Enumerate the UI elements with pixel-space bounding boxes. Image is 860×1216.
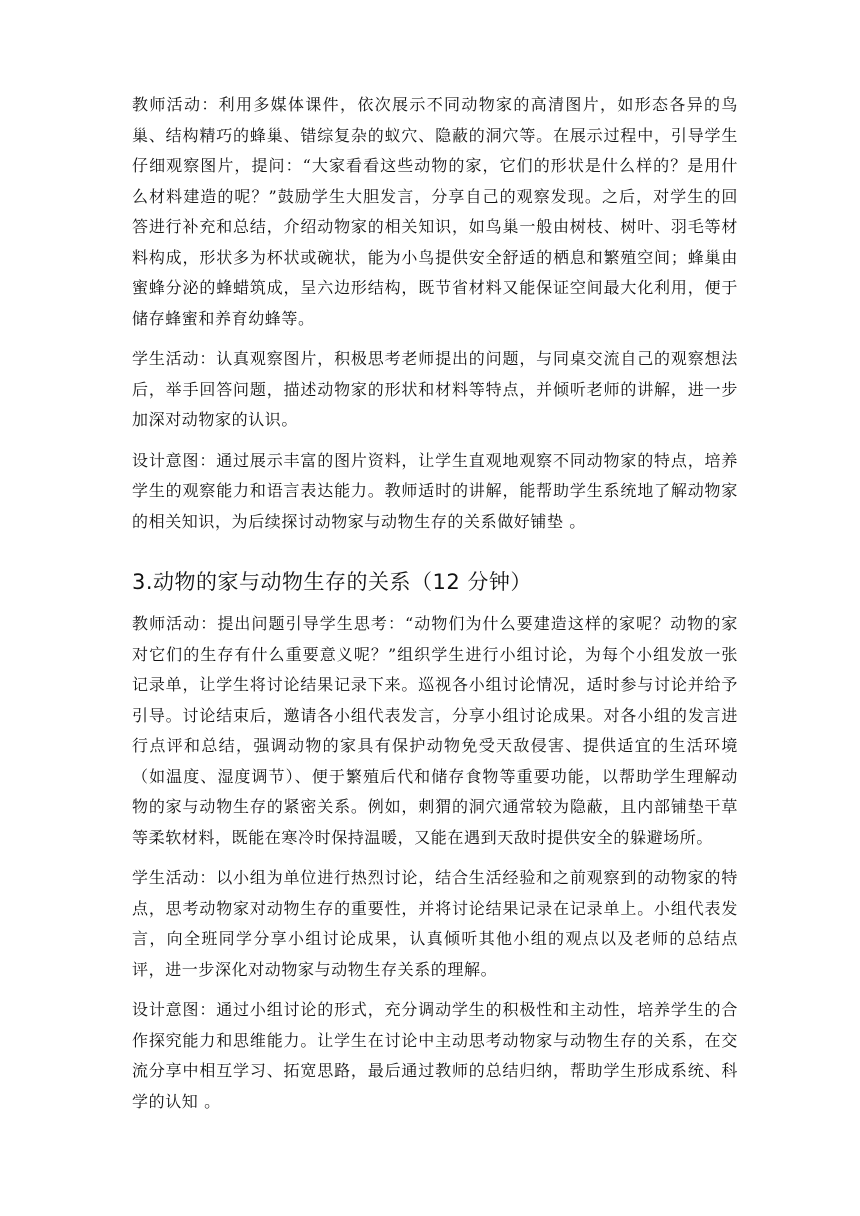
design-intent-paragraph: 设计意图：通过小组讨论的形式，充分调动学生的积极性和主动性，培养学生的合作探究能力和思维能力。让学生在讨论中主动思考动物家与动物生存的关系，在交流分享中相互学习、拓宽思路，最后通过教师的总结归纳，帮助学生形成系统、科学的认知 。 [132, 1000, 738, 1111]
teacher-activity-paragraph: 教师活动：利用多媒体课件，依次展示不同动物家的高清图片，如形态各异的鸟巢、结构精巧的蜂巢、错综复杂的蚁穴、隐蔽的洞穴等。在展示过程中，引导学生仔细观察图片，提问：“大家看看这些动物的家，它们的形状是什么样的？是用什么材料建造的呢？”鼓励学生大胆发言，分享自己的观察发现。之后，对学生的回答进行补充和总结，介绍动物家的相关知识，如鸟巢一般由树枝、树叶、羽毛等材料构成，形状多为杯状或碗状，能为小鸟提供安全舒适的栖息和繁殖空间；蜂巢由蜜蜂分泌的蜂蜡筑成，呈六边形结构，既节省材料又能保证空间最大化利用，便于储存蜂蜜和养育幼蜂等。 [132, 95, 738, 328]
student-activity-paragraph: 学生活动：认真观察图片，积极思考老师提出的问题，与同桌交流自己的观察想法后，举手回答问题，描述动物家的形状和材料等特点，并倾听老师的讲解，进一步加深对动物家的认识。 [132, 349, 738, 429]
student-activity-paragraph: 学生活动：以小组为单位进行热烈讨论，结合生活经验和之前观察到的动物家的特点，思考动物家对动物生存的重要性，并将讨论结果记录在记录单上。小组代表发言，向全班同学分享小组讨论成果，认真倾听其他小组的观点以及老师的总结点评，进一步深化对动物家与动物生存关系的理解。 [132, 868, 738, 979]
section-heading: 3.动物的家与动物生存的关系（12 分钟） [132, 570, 532, 594]
document-page [132, 90, 738, 1127]
design-intent-paragraph: 设计意图：通过展示丰富的图片资料，让学生直观地观察不同动物家的特点，培养学生的观察能力和语言表达能力。教师适时的讲解，能帮助学生系统地了解动物家的相关知识，为后续探讨动物家与动物生存的关系做好铺垫 。 [132, 450, 738, 531]
teacher-activity-paragraph: 教师活动：提出问题引导学生思考：“动物们为什么要建造这样的家呢？动物的家对它们的生存有什么重要意义呢？”组织学生进行小组讨论，为每个小组发放一张记录单，让学生将讨论结果记录下来。巡视各小组讨论情况，适时参与讨论并给予引导。讨论结束后，邀请各小组代表发言，分享小组讨论成果。对各小组的发言进行点评和总结，强调动物的家具有保护动物免受天敌侵害、提供适宜的生活环境（如温度、湿度调节）、便于繁殖后代和储存食物等重要功能，以帮助学生理解动物的家与动物生存的紧密关系。例如，刺猬的洞穴通常较为隐蔽，且内部铺垫干草等柔软材料，既能在寒冷时保持温暖，又能在遇到天敌时提供安全的躲避场所。 [132, 614, 738, 847]
